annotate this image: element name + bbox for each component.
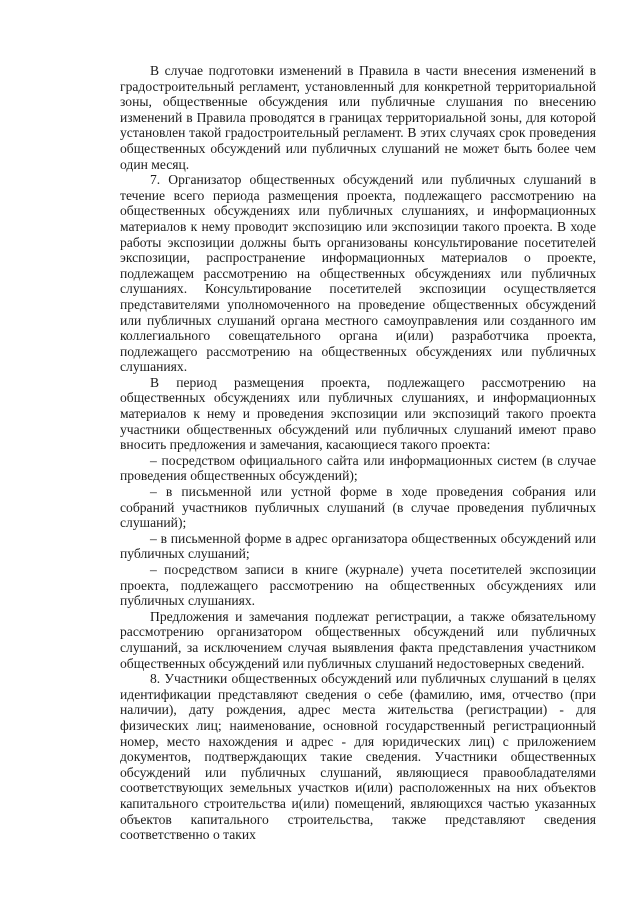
paragraph-registration: Предложения и замечания подлежат регистрации, а также обязательному рассмотрению организатором общественных обсуждений или публичных слушаний, за исключением случая выявления факта представления участником общественных обсуждений или публичных слушаний недостоверных сведений.: [120, 608, 596, 671]
paragraph-zone-changes: В случае подготовки изменений в Правила в части внесения изменений в градостроительный регламент, установленный для конкретной территориальной зоны, общественные обсуждения или публичные слушания по внесению изменений в Правила проводятся в границах территориальной зоны, для которой установлен такой градостроительный регламент. В этих случаях срок проведения общественных обсуждений или публичных слушаний не может быть более чем один месяц.: [120, 63, 596, 172]
list-item-oral-written: – в письменной или устной форме в ходе проведения собрания или собраний участников публичных слушаний (в случае проведения публичных слушаний);: [120, 484, 596, 531]
list-item-written-address: – в письменной форме в адрес организатора общественных обсуждений или публичных слушаний;: [120, 530, 596, 562]
paragraph-item-7: 7. Организатор общественных обсуждений или публичных слушаний в течение всего периода размещения проекта, подлежащего рассмотрению на общественных обсуждениях или публичных слушаниях, и информационных материалов к нему проводит экспозицию или экспозиции такого проекта. В ходе работы экспозиции должны быть организованы консультирование посетителей экспозиции, распространение информационных материалов о проекте, подлежащем рассмотрению на общественных обсуждениях или публичных слушаниях. Консультирование посетителей экспозиции осуществляется представителями уполномоченного на проведение общественных обсуждений или публичных слушаний органа местного самоуправления или созданного им коллегиального совещательного органа и(или) разработчика проекта, подлежащего рассмотрению на общественных обсуждениях или публичных слушаниях.: [120, 172, 596, 375]
list-item-official-site: – посредством официального сайта или информационных систем (в случае проведения общественных обсуждений);: [120, 452, 596, 484]
list-item-visitor-book: – посредством записи в книге (журнале) учета посетителей экспозиции проекта, подлежащего рассмотрению на общественных обсуждениях или публичных слушаниях.: [120, 562, 596, 609]
paragraph-item-8: 8. Участники общественных обсуждений или публичных слушаний в целях идентификации представляют сведения о себе (фамилию, имя, отчество (при наличии), дату рождения, адрес места жительства (регистрации) - для физических лиц; наименование, основной государственный регистрационный номер, место нахождения и адрес - для юридических лиц) с приложением документов, подтверждающих такие сведения. Участники общественных обсуждений или публичных слушаний, являющиеся правообладателями соответствующих земельных участков и(или) расположенных на них объектов капитального строительства и(или) помещений, являющихся частью указанных объектов капитального строительства, также представляют сведения соответственно о таких: [120, 671, 596, 843]
paragraph-proposals-period: В период размещения проекта, подлежащего рассмотрению на общественных обсуждениях или публичных слушаниях, и информационных материалов к нему и проведения экспозиции или экспозиций такого проекта участники общественных обсуждений или публичных слушаний имеют право вносить предложения и замечания, касающиеся такого проекта:: [120, 374, 596, 453]
